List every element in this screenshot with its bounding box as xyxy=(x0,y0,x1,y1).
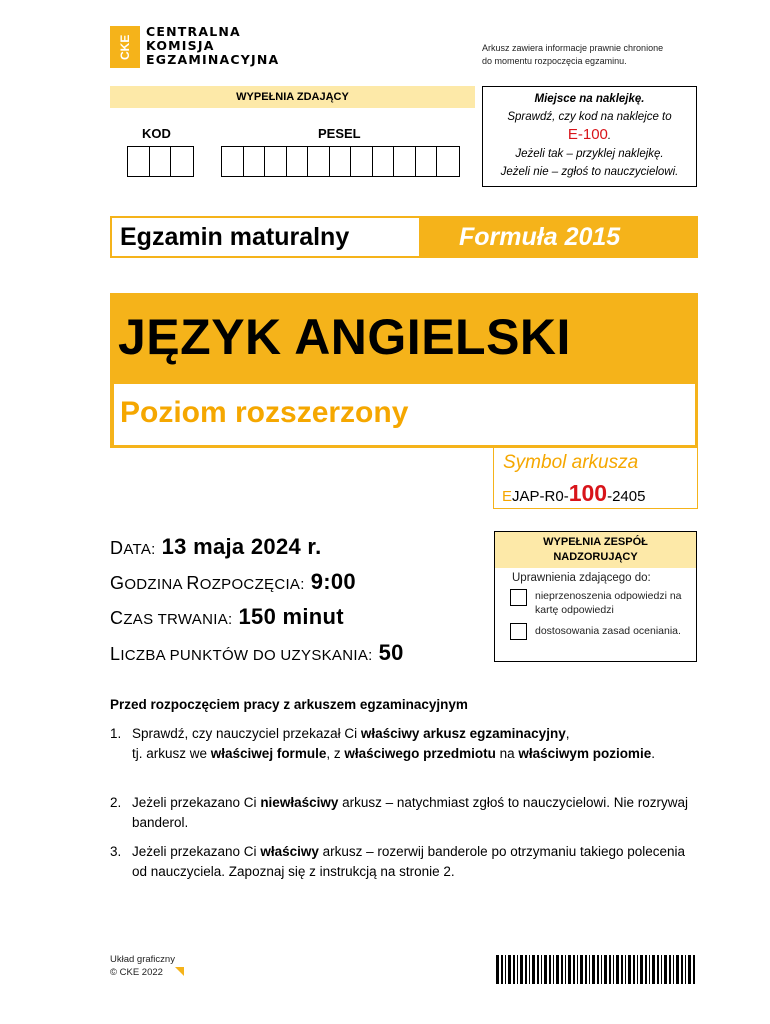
barcode-bar xyxy=(640,955,643,984)
barcode-bar xyxy=(553,955,554,984)
candidate-section-header: WYPEŁNIA ZDAJĄCY xyxy=(110,86,475,108)
adjusted-grading-label: dostosowania zasad oceniania. xyxy=(535,625,681,637)
footer-line-1: Układ graficzny xyxy=(110,954,175,965)
barcode-bar xyxy=(529,955,530,984)
info-label: ICZBA PUNKTÓW DO UZYSKANIA xyxy=(120,647,369,664)
barcode-bar xyxy=(565,955,566,984)
sticker-title: Miejsce na naklejkę. xyxy=(534,93,645,105)
logo-line-3: EGZAMINACYJNA xyxy=(146,52,280,67)
symbol-code xyxy=(502,480,645,507)
symbol-prefix-e: E xyxy=(502,488,513,505)
info-cap: L xyxy=(110,644,121,664)
logo-mark-text: CKE xyxy=(118,34,132,60)
instruction-item xyxy=(110,724,700,763)
barcode-bar xyxy=(681,955,683,984)
symbol-suffix: -2405 xyxy=(607,488,646,505)
pesel-cell[interactable] xyxy=(222,147,244,176)
instruction-item xyxy=(110,793,700,832)
barcode-bar xyxy=(604,955,607,984)
barcode-bar xyxy=(592,955,595,984)
info-cap: D xyxy=(110,538,124,558)
barcode-bar xyxy=(621,955,623,984)
barcode-bar xyxy=(505,955,506,984)
notice-line-2: do momentu rozpoczęcia egzaminu. xyxy=(482,56,627,66)
barcode-bar xyxy=(580,955,583,984)
pesel-cell[interactable] xyxy=(351,147,373,176)
info-colon: : xyxy=(228,611,233,628)
info-cap: G xyxy=(110,573,125,593)
barcode-bar xyxy=(556,955,559,984)
barcode-bar xyxy=(633,955,635,984)
instruction-text: Sprawdź, czy nauczyciel przekazał Ci właściwy arkusz egzaminacyjny, tj. arkusz we właściwej formule, z właściwego przedmiotu na właściwym poziomie. xyxy=(132,726,655,761)
pesel-cell[interactable] xyxy=(287,147,309,176)
sticker-area: Miejsce na naklejkę. Sprawdź, czy kod na naklejce to E-100. Jeżeli tak – przyklej naklejkę. Jeżeli nie – zgłoś to nauczycielowi. xyxy=(482,86,697,187)
pesel-cell[interactable] xyxy=(373,147,395,176)
sticker-line-2: Jeżeli tak – przyklej naklejkę. xyxy=(515,148,664,160)
symbol-label: Symbol arkusza xyxy=(503,452,639,473)
pesel-cell[interactable] xyxy=(416,147,438,176)
barcode-bar xyxy=(645,955,647,984)
level-title: Poziom rozszerzony xyxy=(120,396,409,429)
supervisor-header-line-1: WYPEŁNIA ZESPÓŁ xyxy=(543,536,648,548)
protection-notice xyxy=(482,42,702,68)
barcode-bar xyxy=(561,955,563,984)
logo-text xyxy=(146,25,279,67)
info-date xyxy=(110,534,322,560)
barcode-bar xyxy=(652,955,655,984)
exam-type-label: Egzamin maturalny xyxy=(110,216,421,258)
sticker-line-1: Sprawdź, czy kod na naklejce to xyxy=(507,111,672,123)
pesel-cell[interactable] xyxy=(308,147,330,176)
footer-line-2: © CKE 2022 xyxy=(110,967,163,978)
barcode-bar xyxy=(688,955,691,984)
exam-duration: 150 minut xyxy=(238,604,344,629)
symbol-number: 100 xyxy=(568,480,608,506)
barcode-bar xyxy=(669,955,671,984)
exam-points: 50 xyxy=(378,640,404,665)
barcode-bar xyxy=(609,955,611,984)
barcode-bar xyxy=(577,955,578,984)
barcode-bar xyxy=(573,955,575,984)
kod-input-cells[interactable] xyxy=(127,146,194,177)
info-start-time xyxy=(110,569,356,595)
barcode-bar xyxy=(597,955,599,984)
instruction-number: 1. xyxy=(110,726,122,741)
instruction-number: 2. xyxy=(110,795,122,810)
info-colon: : xyxy=(151,541,156,558)
instructions-title: Przed rozpoczęciem pracy z arkuszem egzaminacyjnym xyxy=(110,697,468,712)
info-label: ZAS TRWANIA xyxy=(123,611,229,628)
instruction-text: Jeżeli przekazano Ci niewłaściwy arkusz – natychmiast zgłoś to nauczycielowi. Nie rozrywaj banderol. xyxy=(132,795,688,830)
no-transfer-label: nieprzenoszenia odpowiedzi na kartę odpowiedzi xyxy=(535,590,682,616)
cke-logo xyxy=(110,26,285,70)
barcode-bar xyxy=(501,955,503,984)
barcode-bar xyxy=(601,955,602,984)
subject-title: JĘZYK ANGIELSKI xyxy=(118,309,571,365)
barcode-bar xyxy=(532,955,535,984)
barcode-bar xyxy=(628,955,631,984)
info-cap: C xyxy=(110,608,124,628)
info-colon: : xyxy=(368,647,373,664)
sticker-line-3: Jeżeli nie – zgłoś to nauczycielowi. xyxy=(500,166,679,178)
barcode-bar xyxy=(649,955,650,984)
barcode-bar xyxy=(520,955,523,984)
barcode-bar xyxy=(513,955,515,984)
pesel-cell[interactable] xyxy=(244,147,266,176)
barcode-bar xyxy=(625,955,626,984)
barcode-bar xyxy=(693,955,695,984)
instruction-number: 3. xyxy=(110,844,122,859)
barcode-bar xyxy=(664,955,667,984)
barcode-bar xyxy=(517,955,518,984)
barcode-bar xyxy=(525,955,527,984)
barcode-bar xyxy=(637,955,638,984)
instruction-item xyxy=(110,842,700,881)
barcode-bar xyxy=(661,955,662,984)
barcode-bar xyxy=(544,955,547,984)
pesel-label: PESEL xyxy=(318,126,361,141)
barcode-bar xyxy=(589,955,590,984)
barcode-bar xyxy=(676,955,679,984)
info-points xyxy=(110,640,404,666)
barcode-bar xyxy=(657,955,659,984)
info-duration xyxy=(110,604,344,630)
pesel-input-cells[interactable] xyxy=(221,146,460,177)
pesel-cell[interactable] xyxy=(394,147,416,176)
barcode-bar xyxy=(616,955,619,984)
barcode xyxy=(496,955,698,984)
exam-formula-label: Formuła 2015 xyxy=(421,216,698,258)
pesel-cell[interactable] xyxy=(437,147,459,176)
info-cap: R xyxy=(186,573,200,593)
logo-line-2: KOMISJA xyxy=(146,38,215,53)
barcode-bar xyxy=(541,955,542,984)
barcode-bar xyxy=(685,955,686,984)
barcode-bar xyxy=(613,955,614,984)
sticker-code: E-100 xyxy=(567,126,608,143)
kod-cell[interactable] xyxy=(128,147,150,176)
adjusted-grading-checkbox[interactable] xyxy=(510,623,527,640)
pesel-cell[interactable] xyxy=(330,147,352,176)
info-label: ODZINA xyxy=(124,576,187,593)
barcode-bar xyxy=(585,955,587,984)
barcode-bar xyxy=(537,955,539,984)
pesel-cell[interactable] xyxy=(265,147,287,176)
supervisor-subtitle: Uprawnienia zdającego do: xyxy=(512,572,651,584)
exam-start-time: 9:00 xyxy=(310,569,356,594)
footer xyxy=(110,953,175,979)
barcode-bar xyxy=(549,955,551,984)
kod-cell[interactable] xyxy=(171,147,193,176)
kod-cell[interactable] xyxy=(150,147,172,176)
barcode-bar xyxy=(568,955,571,984)
supervisor-header xyxy=(495,532,696,568)
barcode-bar xyxy=(496,955,499,984)
info-colon: : xyxy=(300,576,305,593)
logo-line-1: CENTRALNA xyxy=(146,24,241,39)
supervisor-header-line-2: NADZORUJĄCY xyxy=(553,551,638,563)
info-label: OZPOCZĘCIA xyxy=(199,576,301,593)
exam-date: 13 maja 2024 r. xyxy=(161,534,322,559)
barcode-bar xyxy=(673,955,674,984)
instruction-text: Jeżeli przekazano Ci właściwy arkusz – rozerwij banderole po otrzymaniu takiego polecenia od nauczyciela. Zapoznaj się z instrukcją na stronie 2. xyxy=(132,844,686,879)
notice-line-1: Arkusz zawiera informacje prawnie chronione xyxy=(482,43,664,53)
no-transfer-checkbox[interactable] xyxy=(510,589,527,606)
kod-label: KOD xyxy=(142,126,171,141)
barcode-bar xyxy=(508,955,511,984)
footer-triangle-icon xyxy=(175,967,184,976)
info-label: ATA xyxy=(123,541,152,558)
symbol-prefix: JAP-R0- xyxy=(512,488,569,505)
